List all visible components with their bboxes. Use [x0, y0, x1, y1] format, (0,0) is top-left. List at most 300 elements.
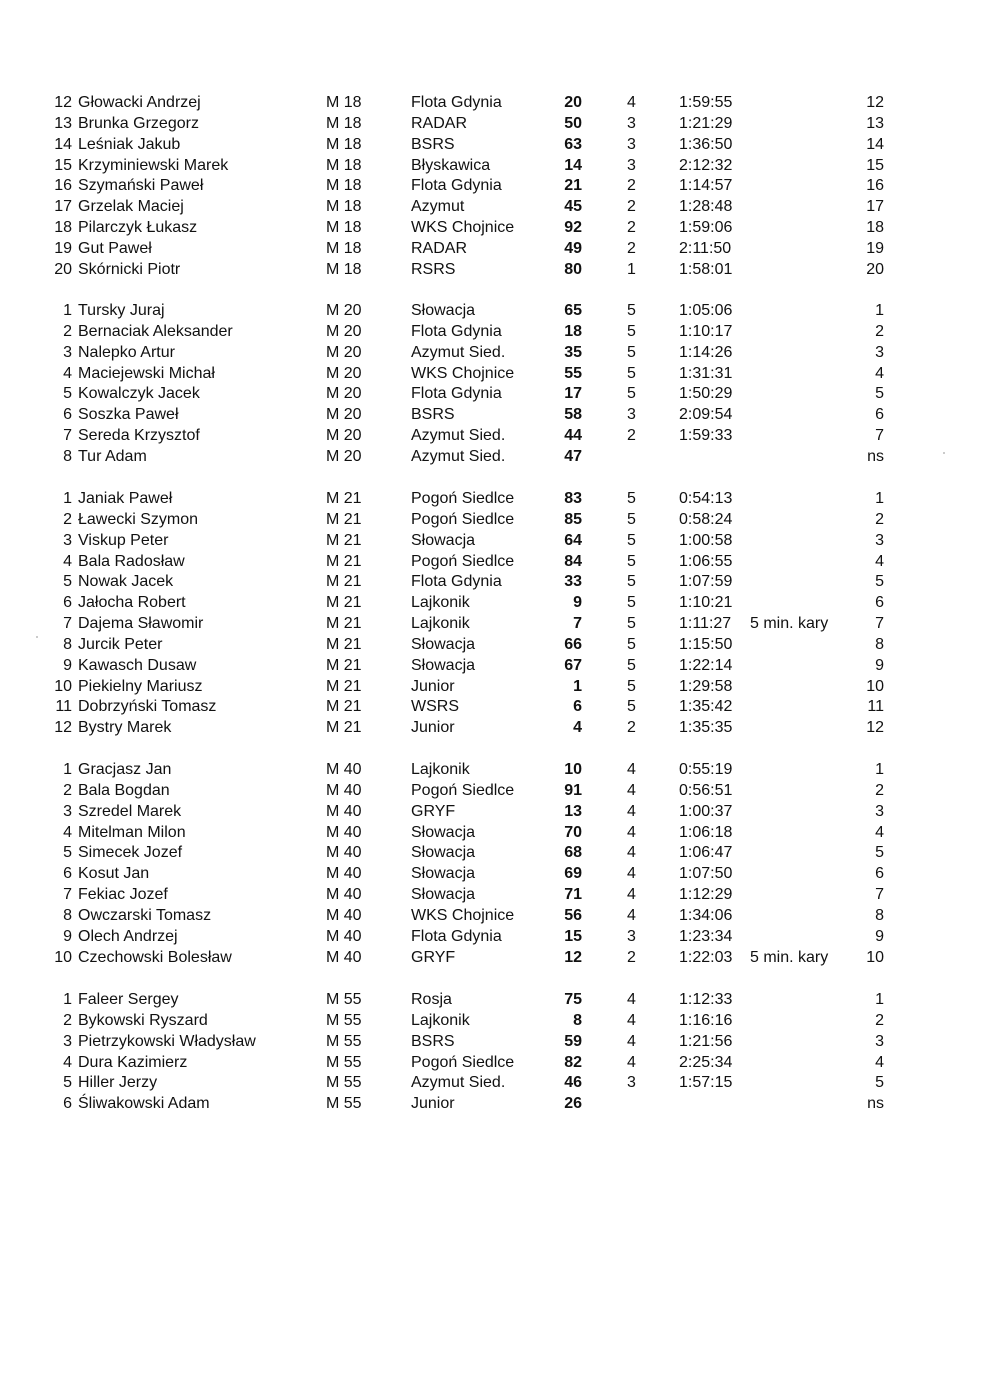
place: 3	[875, 531, 884, 549]
category: M 21	[326, 573, 362, 591]
result-row	[0, 510, 1000, 531]
results-group-m20	[0, 301, 1000, 468]
checkpoints: 3	[627, 156, 636, 174]
finish-time: 1:59:06	[679, 219, 733, 237]
start-number: 70	[564, 823, 582, 841]
place: 6	[875, 865, 884, 883]
finish-time: 1:06:55	[679, 552, 733, 570]
start-number: 65	[564, 302, 582, 319]
club: WKS Chojnice	[411, 219, 515, 237]
competitor-name: Janiak Paweł	[78, 490, 173, 507]
category: M 55	[326, 1074, 362, 1092]
checkpoints: 2	[627, 427, 636, 445]
competitor-name: Gut Paweł	[78, 239, 152, 257]
position: 12	[54, 719, 72, 737]
competitor-name: Kosut Jan	[78, 865, 150, 883]
place: 1	[875, 302, 884, 319]
place: 14	[866, 135, 884, 153]
club: Słowacja	[411, 531, 476, 549]
position: 4	[63, 823, 72, 841]
place: 5	[875, 844, 884, 862]
result-row	[0, 552, 1000, 573]
place: 4	[875, 364, 884, 382]
position: 6	[63, 406, 72, 424]
position: 10	[54, 677, 72, 695]
checkpoints: 3	[627, 1074, 636, 1092]
category: M 18	[326, 114, 362, 132]
competitor-name: Jałocha Robert	[78, 594, 186, 612]
competitor-name: Mitelman Milon	[78, 823, 186, 841]
place: 6	[875, 594, 884, 612]
place: 9	[875, 927, 884, 945]
position: 2	[63, 781, 72, 799]
place: 5	[875, 573, 884, 591]
position: 6	[63, 594, 72, 612]
result-row	[0, 93, 1000, 114]
club: Azymut Sied.	[411, 343, 506, 361]
club: Lajkonik	[411, 1011, 470, 1029]
result-row	[0, 322, 1000, 343]
checkpoints: 4	[627, 802, 636, 820]
checkpoints: 4	[627, 94, 636, 111]
checkpoints: 4	[627, 1053, 636, 1071]
start-number: 9	[573, 594, 582, 612]
club: Lajkonik	[411, 594, 470, 612]
category: M 18	[326, 219, 362, 237]
result-row	[0, 1053, 1000, 1074]
club: Azymut Sied.	[411, 427, 506, 445]
start-number: 49	[564, 239, 582, 257]
category: M 21	[326, 594, 362, 612]
place: 16	[866, 177, 884, 195]
result-row	[0, 990, 1000, 1011]
place: 3	[875, 802, 884, 820]
competitor-name: Bernaciak Aleksander	[78, 322, 233, 340]
checkpoints: 5	[627, 531, 636, 549]
category: M 40	[326, 948, 362, 966]
result-row	[0, 781, 1000, 802]
club: GRYF	[411, 802, 456, 820]
place: 1	[875, 761, 884, 778]
competitor-name: Olech Andrzej	[78, 927, 178, 945]
checkpoints: 5	[627, 615, 636, 633]
result-row	[0, 114, 1000, 135]
club: RSRS	[411, 260, 456, 278]
finish-time: 1:23:34	[679, 927, 733, 945]
finish-time: 1:31:31	[679, 364, 733, 382]
position: 18	[54, 219, 72, 237]
club: RADAR	[411, 114, 468, 132]
competitor-name: Simecek Jozef	[78, 844, 183, 862]
category: M 21	[326, 677, 362, 695]
finish-time: 1:11:27	[679, 615, 732, 633]
category: M 21	[326, 698, 362, 716]
competitor-name: Gracjasz Jan	[78, 761, 172, 778]
start-number: 18	[564, 322, 582, 340]
place: 12	[866, 719, 884, 737]
category: M 18	[326, 94, 362, 111]
competitor-name: Piekielny Mariusz	[78, 677, 203, 695]
position: 2	[63, 1011, 72, 1029]
result-row	[0, 301, 1000, 322]
club: Flota Gdynia	[411, 177, 502, 195]
competitor-name: Soszka Paweł	[78, 406, 179, 424]
results-group-m40	[0, 760, 1000, 968]
position: 4	[63, 364, 72, 382]
start-number: 67	[564, 656, 582, 674]
position: 5	[63, 1074, 72, 1092]
competitor-name: Dura Kazimierz	[78, 1053, 188, 1071]
result-row	[0, 343, 1000, 364]
finish-time: 1:15:50	[679, 635, 733, 653]
finish-time: 1:59:33	[679, 427, 733, 445]
category: M 40	[326, 844, 362, 862]
competitor-name: Brunka Grzegorz	[78, 114, 199, 132]
finish-time: 1:16:16	[679, 1011, 733, 1029]
category: M 18	[326, 135, 362, 153]
start-number: 21	[564, 177, 582, 195]
result-row	[0, 1032, 1000, 1053]
category: M 18	[326, 260, 362, 278]
category: M 40	[326, 906, 362, 924]
place: 4	[875, 552, 884, 570]
result-row	[0, 156, 1000, 177]
position: 5	[63, 573, 72, 591]
place: 10	[866, 677, 884, 695]
club: RADAR	[411, 239, 468, 257]
penalty-note: 5 min. kary	[750, 948, 829, 966]
checkpoints: 5	[627, 364, 636, 382]
club: Flota Gdynia	[411, 927, 502, 945]
club: Flota Gdynia	[411, 94, 502, 111]
position: 5	[63, 385, 72, 403]
place: 15	[866, 156, 884, 174]
start-number: 55	[564, 364, 582, 382]
competitor-name: Tursky Juraj	[78, 302, 165, 319]
start-number: 56	[564, 906, 582, 924]
checkpoints: 5	[627, 573, 636, 591]
competitor-name: Owczarski Tomasz	[78, 906, 212, 924]
result-row	[0, 1094, 1000, 1115]
category: M 55	[326, 1011, 362, 1029]
result-row	[0, 489, 1000, 510]
start-number: 7	[573, 615, 582, 633]
category: M 20	[326, 406, 362, 424]
result-row	[0, 864, 1000, 885]
category: M 21	[326, 531, 362, 549]
competitor-name: Sereda Krzysztof	[78, 427, 200, 445]
club: Azymut	[411, 198, 465, 216]
start-number: 75	[564, 991, 582, 1008]
position: 1	[63, 761, 72, 778]
competitor-name: Dobrzyński Tomasz	[78, 698, 217, 716]
result-row	[0, 1073, 1000, 1094]
competitor-name: Pilarczyk Łukasz	[78, 219, 198, 237]
finish-time: 1:34:06	[679, 906, 733, 924]
start-number: 15	[564, 927, 582, 945]
start-number: 66	[564, 635, 582, 653]
results-group-m55	[0, 990, 1000, 1115]
position: 5	[63, 844, 72, 862]
checkpoints: 5	[627, 594, 636, 612]
result-row	[0, 405, 1000, 426]
place: 17	[866, 198, 884, 216]
results-group-m18	[0, 93, 1000, 281]
checkpoints: 4	[627, 991, 636, 1008]
category: M 20	[326, 364, 362, 382]
club: Pogoń Siedlce	[411, 781, 515, 799]
checkpoints: 3	[627, 114, 636, 132]
club: Błyskawica	[411, 156, 491, 174]
finish-time: 2:25:34	[679, 1053, 733, 1071]
finish-time: 1:14:26	[679, 343, 733, 361]
finish-time: 1:57:15	[679, 1074, 733, 1092]
checkpoints: 2	[627, 177, 636, 195]
result-row	[0, 218, 1000, 239]
start-number: 91	[564, 781, 582, 799]
finish-time: 1:59:55	[679, 94, 733, 111]
position: 8	[63, 906, 72, 924]
checkpoints: 4	[627, 823, 636, 841]
checkpoints: 2	[627, 219, 636, 237]
category: M 20	[326, 322, 362, 340]
competitor-name: Pietrzykowski Władysław	[78, 1032, 256, 1050]
club: Słowacja	[411, 635, 476, 653]
start-number: 1	[573, 677, 582, 695]
competitor-name: Bystry Marek	[78, 719, 172, 737]
finish-time: 0:54:13	[679, 490, 733, 507]
club: WKS Chojnice	[411, 906, 515, 924]
category: M 55	[326, 1032, 362, 1050]
start-number: 10	[564, 761, 582, 778]
checkpoints: 5	[627, 635, 636, 653]
checkpoints: 3	[627, 927, 636, 945]
start-number: 26	[564, 1095, 582, 1113]
place: 12	[866, 94, 884, 111]
club: Pogoń Siedlce	[411, 552, 515, 570]
place: 1	[875, 991, 884, 1008]
result-row	[0, 426, 1000, 447]
club: Junior	[411, 677, 455, 695]
result-row	[0, 531, 1000, 552]
position: 10	[54, 948, 72, 966]
checkpoints: 5	[627, 677, 636, 695]
start-number: 84	[564, 552, 582, 570]
competitor-name: Tur Adam	[78, 447, 147, 465]
start-number: 64	[564, 531, 582, 549]
position: 1	[63, 490, 72, 507]
competitor-name: Szredel Marek	[78, 802, 182, 820]
finish-time: 2:11:50	[679, 239, 732, 257]
checkpoints: 5	[627, 490, 636, 507]
start-number: 50	[564, 114, 582, 132]
place: 13	[866, 114, 884, 132]
position: 13	[54, 114, 72, 132]
finish-time: 1:28:48	[679, 198, 733, 216]
competitor-name: Nowak Jacek	[78, 573, 174, 591]
checkpoints: 5	[627, 322, 636, 340]
result-row	[0, 176, 1000, 197]
competitor-name: Maciejewski Michał	[78, 364, 215, 382]
position: 6	[63, 1095, 72, 1113]
category: M 40	[326, 886, 362, 904]
club: BSRS	[411, 1032, 455, 1050]
competitor-name: Dajema Sławomir	[78, 615, 204, 633]
competitor-name: Faleer Sergey	[78, 991, 179, 1008]
category: M 55	[326, 1095, 362, 1113]
category: M 40	[326, 865, 362, 883]
position: 4	[63, 1053, 72, 1071]
category: M 40	[326, 761, 362, 778]
place: 11	[867, 698, 884, 716]
result-row	[0, 384, 1000, 405]
start-number: 20	[564, 94, 582, 111]
category: M 20	[326, 385, 362, 403]
place: 7	[875, 886, 884, 904]
result-row	[0, 948, 1000, 969]
checkpoints: 4	[627, 1032, 636, 1050]
position: 2	[63, 322, 72, 340]
finish-time: 1:14:57	[679, 177, 733, 195]
result-row	[0, 635, 1000, 656]
place: 3	[875, 343, 884, 361]
finish-time: 2:12:32	[679, 156, 733, 174]
position: 11	[55, 698, 72, 716]
category: M 55	[326, 991, 362, 1008]
start-number: 35	[564, 343, 582, 361]
scan-speck	[943, 452, 945, 454]
club: Słowacja	[411, 844, 476, 862]
position: 7	[63, 427, 72, 445]
place: ns	[867, 447, 884, 465]
place: 7	[875, 427, 884, 445]
club: Azymut Sied.	[411, 1074, 506, 1092]
result-row	[0, 718, 1000, 739]
result-row	[0, 135, 1000, 156]
category: M 18	[326, 198, 362, 216]
start-number: 8	[573, 1011, 582, 1029]
start-number: 45	[564, 198, 582, 216]
place: 2	[875, 322, 884, 340]
place: 9	[875, 656, 884, 674]
club: BSRS	[411, 406, 455, 424]
checkpoints: 4	[627, 761, 636, 778]
category: M 21	[326, 510, 362, 528]
competitor-name: Hiller Jerzy	[78, 1074, 158, 1092]
club: Słowacja	[411, 865, 476, 883]
club: Junior	[411, 719, 455, 737]
finish-time: 1:21:56	[679, 1032, 733, 1050]
club: Azymut Sied.	[411, 447, 506, 465]
start-number: 44	[564, 427, 582, 445]
result-row	[0, 843, 1000, 864]
competitor-name: Bala Bogdan	[78, 781, 170, 799]
place: 5	[875, 1074, 884, 1092]
finish-time: 1:07:59	[679, 573, 733, 591]
finish-time: 1:10:17	[679, 322, 733, 340]
checkpoints: 4	[627, 844, 636, 862]
category: M 21	[326, 615, 362, 633]
position: 9	[63, 927, 72, 945]
place: 19	[866, 239, 884, 257]
position: 6	[63, 865, 72, 883]
result-row	[0, 593, 1000, 614]
start-number: 80	[564, 260, 582, 278]
competitor-name: Kowalczyk Jacek	[78, 385, 200, 403]
place: 2	[875, 781, 884, 799]
result-row	[0, 447, 1000, 468]
result-row	[0, 260, 1000, 281]
finish-time: 1:36:50	[679, 135, 733, 153]
checkpoints: 5	[627, 656, 636, 674]
competitor-name: Bala Radosław	[78, 552, 185, 570]
position: 14	[54, 135, 72, 153]
position: 3	[63, 1032, 72, 1050]
competitor-name: Ławecki Szymon	[78, 510, 199, 528]
category: M 18	[326, 239, 362, 257]
place: 18	[866, 219, 884, 237]
competitor-name: Śliwakowski Adam	[78, 1095, 210, 1113]
position: 15	[54, 156, 72, 174]
result-row	[0, 239, 1000, 260]
finish-time: 1:00:58	[679, 531, 733, 549]
club: Rosja	[411, 991, 452, 1008]
position: 1	[63, 302, 72, 319]
finish-time: 1:00:37	[679, 802, 733, 820]
place: 10	[866, 948, 884, 966]
place: 4	[875, 1053, 884, 1071]
place: 4	[875, 823, 884, 841]
result-row	[0, 760, 1000, 781]
checkpoints: 1	[627, 260, 636, 278]
category: M 21	[326, 719, 362, 737]
finish-time: 1:21:29	[679, 114, 733, 132]
position: 4	[63, 552, 72, 570]
club: WSRS	[411, 698, 459, 716]
club: Słowacja	[411, 656, 476, 674]
competitor-name: Krzyminiewski Marek	[78, 156, 229, 174]
start-number: 83	[564, 490, 582, 507]
result-row	[0, 572, 1000, 593]
position: 3	[63, 531, 72, 549]
category: M 55	[326, 1053, 362, 1071]
checkpoints: 3	[627, 406, 636, 424]
finish-time: 1:35:35	[679, 719, 733, 737]
place: 8	[875, 635, 884, 653]
start-number: 47	[564, 447, 582, 465]
result-row	[0, 677, 1000, 698]
finish-time: 1:50:29	[679, 385, 733, 403]
position: 1	[63, 991, 72, 1008]
finish-time: 1:07:50	[679, 865, 733, 883]
category: M 21	[326, 552, 362, 570]
result-row	[0, 656, 1000, 677]
category: M 40	[326, 927, 362, 945]
start-number: 33	[564, 573, 582, 591]
competitor-name: Leśniak Jakub	[78, 135, 181, 153]
finish-time: 1:06:18	[679, 823, 733, 841]
position: 17	[54, 198, 72, 216]
category: M 20	[326, 302, 362, 319]
checkpoints: 4	[627, 1011, 636, 1029]
category: M 20	[326, 427, 362, 445]
club: Pogoń Siedlce	[411, 490, 515, 507]
competitor-name: Grzelak Maciej	[78, 198, 184, 216]
club: Flota Gdynia	[411, 385, 502, 403]
competitor-name: Nalepko Artur	[78, 343, 175, 361]
position: 3	[63, 802, 72, 820]
finish-time: 1:06:47	[679, 844, 733, 862]
